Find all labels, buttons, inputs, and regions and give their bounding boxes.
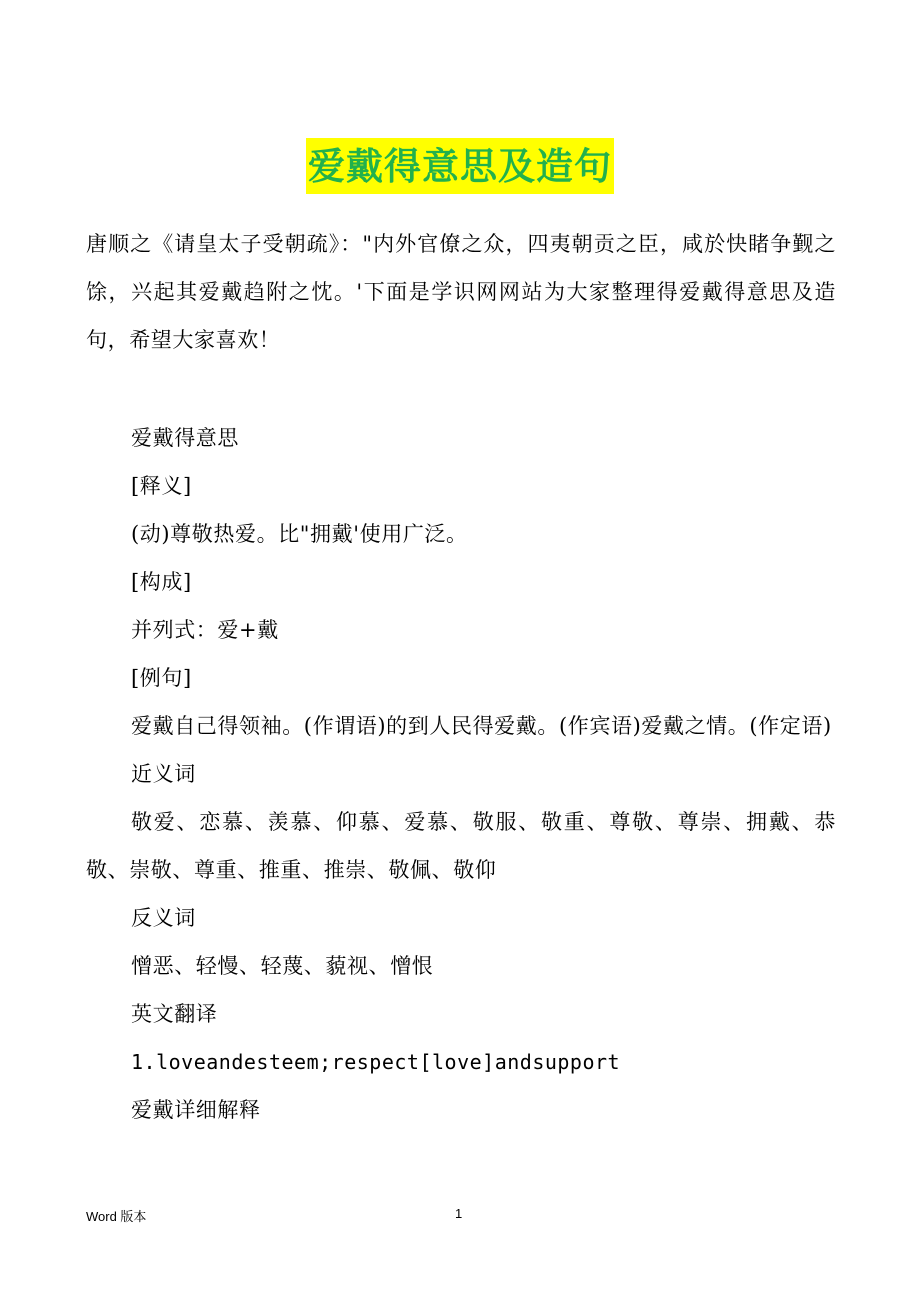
label-detailed-explanation: 爱戴详细解释: [131, 1098, 261, 1122]
synonyms-text: 敬爱、恋慕、羡慕、仰慕、爱慕、敬服、敬重、尊敬、尊崇、拥戴、恭敬、崇敬、尊重、推重、推崇、敬佩、敬仰: [86, 810, 836, 882]
examples-text: 爱戴自己得领袖。(作谓语)的到人民得爱戴。(作宾语)爱戴之情。(作定语): [131, 714, 832, 738]
label-english-translation: 英文翻译: [131, 1002, 218, 1026]
document-title: 爱戴得意思及造句: [306, 138, 614, 194]
antonyms-text: 憎恶、轻慢、轻蔑、藐视、憎恨: [131, 954, 434, 978]
label-synonyms: 近义词: [131, 762, 196, 786]
content-body: [86, 414, 836, 1134]
label-antonyms: 反义词: [131, 906, 196, 930]
section-heading-meaning: 爱戴得意思: [131, 426, 239, 450]
english-translation-text: 1.loveandesteem;respect[love]andsupport: [131, 1050, 621, 1074]
label-examples: [例句]: [131, 666, 192, 690]
structure-text: 并列式：爱+戴: [131, 618, 279, 642]
definition-text: (动)尊敬热爱。比"拥戴'使用广泛。: [131, 522, 468, 546]
footer-page-number: 1: [455, 1206, 463, 1221]
intro-paragraph: 唐顺之《请皇太子受朝疏》："内外官僚之众，四夷朝贡之臣，咸於快睹争觐之馀，兴起其爱戴趋附之忱。'下面是学识网网站为大家整理得爱戴得意思及造句，希望大家喜欢！: [86, 232, 836, 352]
footer-label: Word 版本: [86, 1209, 147, 1224]
title-container: [0, 138, 920, 194]
label-structure: [构成]: [131, 570, 192, 594]
label-definition: [释义]: [131, 474, 192, 498]
